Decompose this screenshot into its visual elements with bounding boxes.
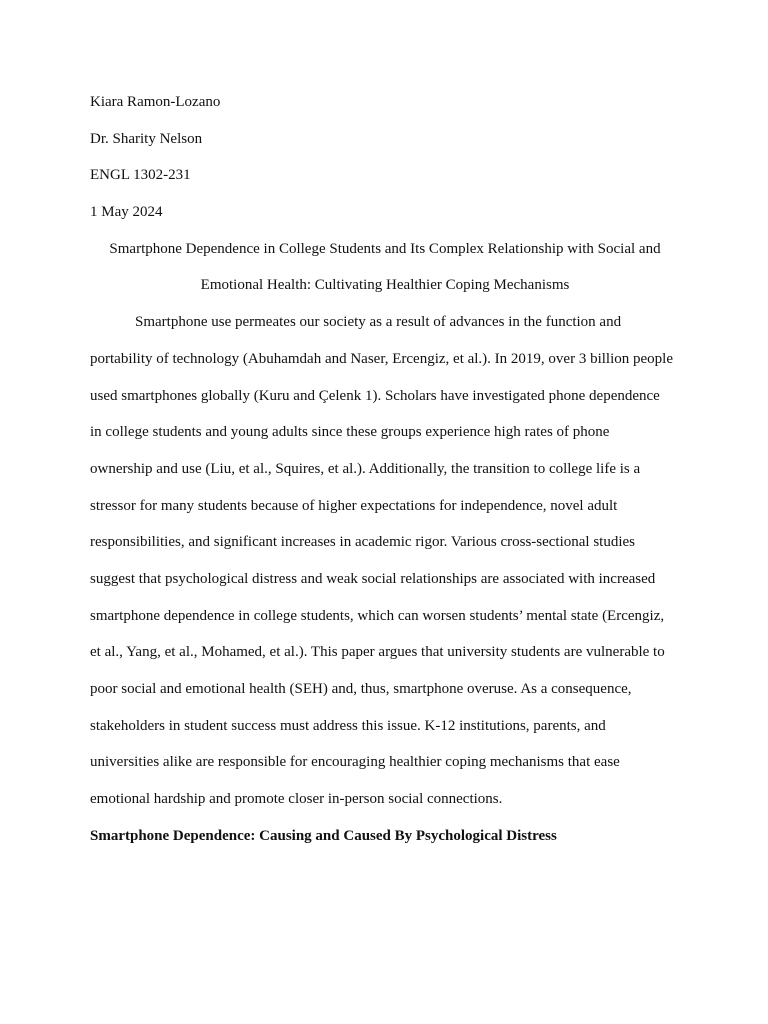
course-code: ENGL 1302-231	[90, 167, 191, 184]
paragraph-line: Smartphone use permeates our society as a result of advances in the function and	[135, 314, 622, 331]
title-line: Emotional Health: Cultivating Healthier Coping Mechanisms	[200, 277, 570, 294]
paragraph-line: smartphone dependence in college students, which can worsen students’ mental state (Ercengiz,	[90, 607, 665, 624]
title-line: Smartphone Dependence in College Students and Its Complex Relationship with Social and	[109, 240, 661, 257]
paragraph-line: used smartphones globally (Kuru and Çelenk 1). Scholars have investigated phone dependence	[90, 387, 660, 404]
paragraph-line: et al., Yang, et al., Mohamed, et al.). This paper argues that university students are vulnerable to	[90, 644, 665, 661]
submission-date: 1 May 2024	[90, 204, 163, 221]
paragraph-line: portability of technology (Abuhamdah and Naser, Ercengiz, et al.). In 2019, over 3 billion people	[90, 350, 673, 367]
paragraph-line: poor social and emotional health (SEH) and, thus, smartphone overuse. As a consequence,	[90, 681, 632, 697]
document-body	[90, 90, 680, 860]
paragraph-line: responsibilities, and significant increases in academic rigor. Various cross-sectional studies	[90, 534, 636, 551]
paragraph-line: ownership and use (Liu, et al., Squires, et al.). Additionally, the transition to college life is a	[90, 460, 641, 477]
paragraph-line: emotional hardship and promote closer in-person social connections.	[90, 791, 503, 808]
paragraph-line: stressor for many students because of higher expectations for independence, novel adult	[90, 497, 618, 514]
section-heading: Smartphone Dependence: Causing and Caused By Psychological Distress	[90, 827, 557, 844]
paragraph-line: universities alike are responsible for encouraging healthier coping mechanisms that ease	[90, 754, 620, 771]
paragraph-line: stakeholders in student success must address this issue. K-12 institutions, parents, and	[90, 717, 606, 734]
instructor-name: Dr. Sharity Nelson	[90, 130, 203, 147]
author-name: Kiara Ramon-Lozano	[90, 94, 221, 110]
paragraph-line: in college students and young adults since these groups experience high rates of phone	[90, 424, 610, 441]
paragraph-line: suggest that psychological distress and weak social relationships are associated with increased	[90, 570, 656, 587]
